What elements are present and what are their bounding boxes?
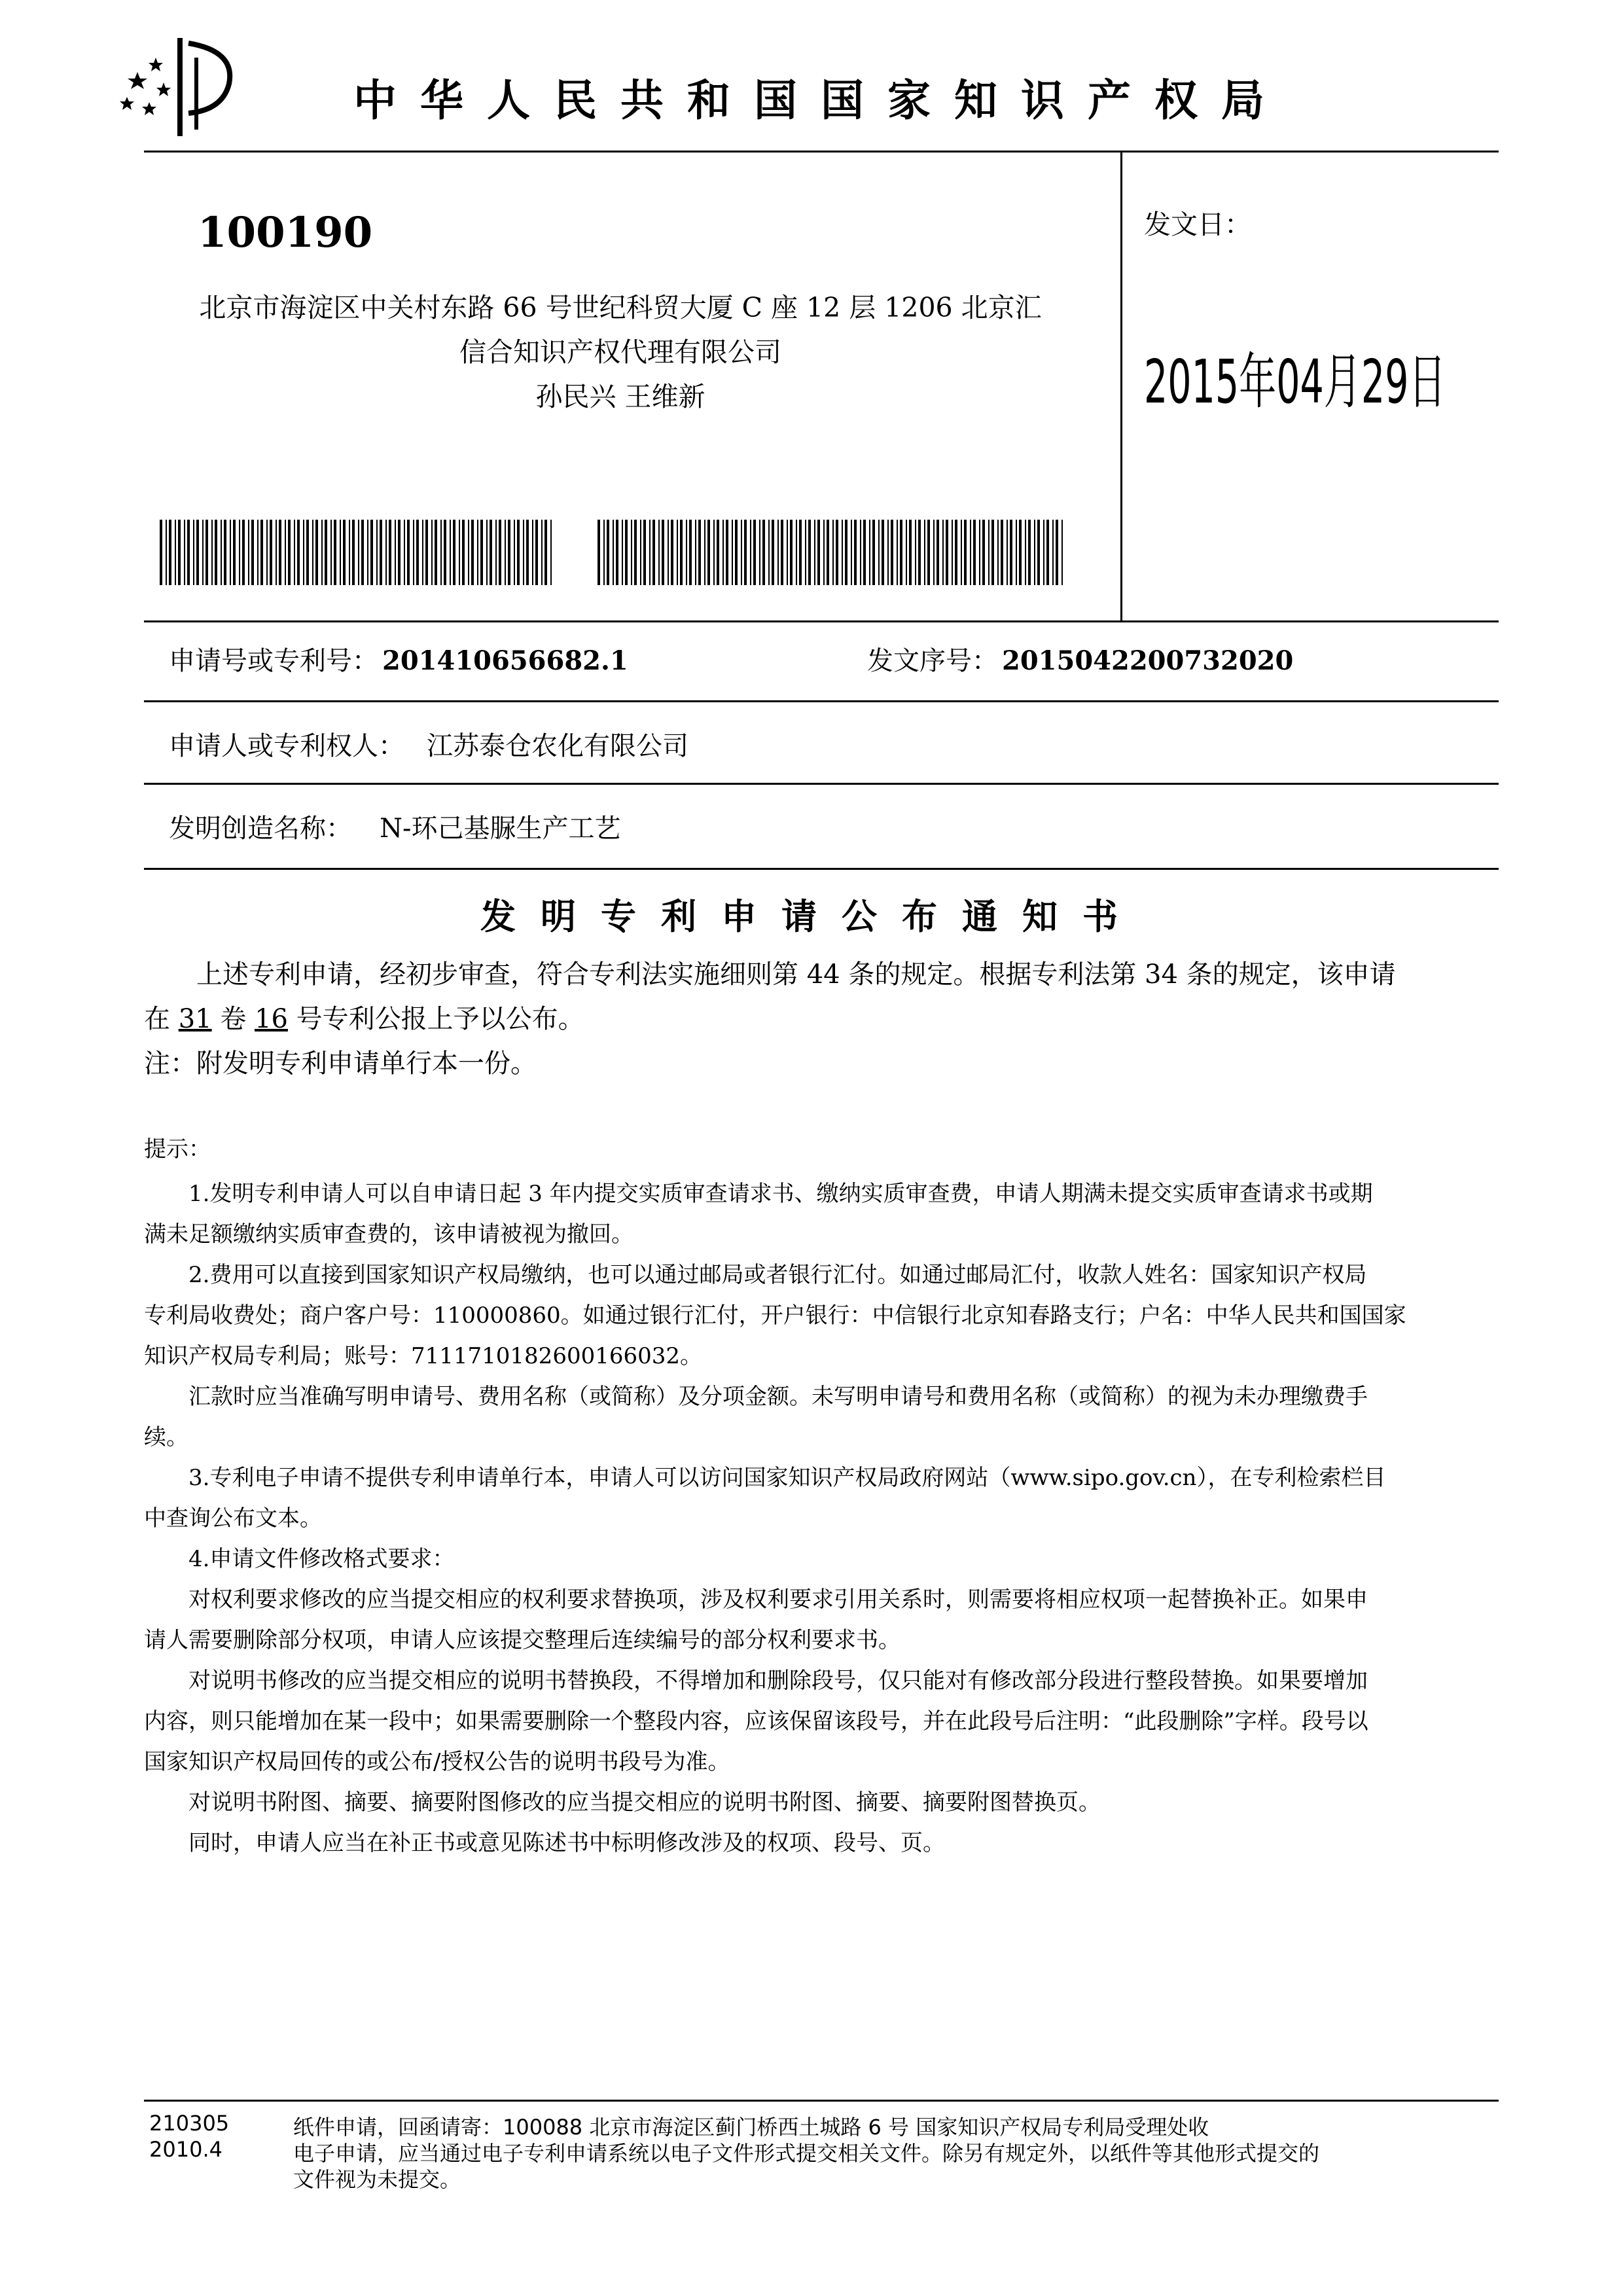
address-line: 信合知识产权代理有限公司	[459, 336, 781, 368]
tips-heading: 提示：	[144, 1136, 211, 1162]
application-number-label: 申请号或专利号：	[169, 646, 378, 676]
serial-number: 2015042200732020	[1002, 645, 1294, 676]
office-name: 中华人民共和国国家知识产权局	[353, 75, 1288, 126]
gazette-issue: 16	[255, 1004, 288, 1034]
invention-label: 发明创造名称：	[169, 814, 352, 844]
invention-row	[169, 808, 621, 845]
rule	[144, 620, 1499, 622]
barcode-icon	[597, 520, 1063, 585]
text: 号专利公报上予以公布。	[287, 1004, 584, 1034]
footer-line: 电子申请，应当通过电子专利申请系统以电子文件形式提交相关文件。除另有规定外，以纸件等其他形式提交的	[293, 2141, 1320, 2166]
serial-number-label: 发文序号：	[867, 646, 998, 676]
postcode: 100190	[198, 208, 373, 257]
footer-rule	[144, 2100, 1499, 2102]
notice-paragraph: 上述专利申请，经初步审查，符合专利法实施细则第 44 条的规定。根据专利法第 34 条的规定，该申请	[196, 960, 1396, 990]
tip-line: 专利局收费处；商户客户号：110000860。如通过银行汇付，开户银行：中信银行北京知春路支行；户名：中华人民共和国国家	[144, 1302, 1406, 1329]
tip-line: 同时，申请人应当在补正书或意见陈述书中标明修改涉及的权项、段号、页。	[188, 1830, 945, 1856]
send-date: 2015年04月29日	[1144, 347, 1446, 417]
notice-paragraph-cont	[144, 997, 1505, 1041]
footer-line: 文件视为未提交。	[293, 2167, 461, 2192]
tips-section	[144, 1129, 1505, 1863]
tip-line: 请人需要删除部分权项，申请人应该提交整理后连续编号的部分权利要求书。	[144, 1627, 901, 1653]
tip-line: 4.申请文件修改格式要求：	[188, 1546, 455, 1572]
tip-line: 中查询公布文本。	[144, 1505, 322, 1532]
tip-line: 满未足额缴纳实质审查费的，该申请被视为撤回。	[144, 1221, 633, 1247]
tip-line: 1.发明专利申请人可以自申请日起 3 年内提交实质审查请求书、缴纳实质审查费，申请人期满未提交实质审查请求书或期	[188, 1181, 1373, 1207]
invention-name: N-环己基脲生产工艺	[380, 814, 621, 844]
tip-line: 3.专利电子申请不提供专利申请单行本，申请人可以访问国家知识产权局政府网站（www.sipo.gov.cn），在专利检索栏目	[188, 1465, 1386, 1491]
applicant-name: 江苏泰仓农化有限公司	[427, 731, 688, 761]
notice-title: 发明专利申请公布通知书	[480, 896, 1143, 937]
notice-body	[144, 952, 1505, 1086]
tips-list	[144, 1174, 1505, 1863]
form-date: 2010.4	[149, 2137, 223, 2162]
date-column-divider	[1120, 151, 1122, 620]
gazette-volume: 31	[178, 1004, 212, 1034]
tip-line: 对说明书修改的应当提交相应的说明书替换段，不得增加和删除段号，仅只能对有修改部分段进行整段替换。如果要增加	[188, 1668, 1368, 1694]
tip-line: 汇款时应当准确写明申请号、费用名称（或简称）及分项金额。未写明申请号和费用名称（或简称）的视为未办理缴费手	[188, 1384, 1368, 1410]
tip-line: 国家知识产权局回传的或公布/授权公告的说明书段号为准。	[144, 1749, 730, 1775]
rule	[144, 868, 1499, 870]
tip-line: 2.费用可以直接到国家知识产权局缴纳，也可以通过邮局或者银行汇付。如通过邮局汇付，收款人姓名：国家知识产权局	[188, 1262, 1367, 1288]
header-rule	[144, 151, 1499, 152]
barcode-icon	[160, 520, 552, 585]
footer-line: 纸件申请，回函请寄：100088 北京市海淀区蓟门桥西土城路 6 号 国家知识产权局专利局受理处收	[293, 2115, 1209, 2140]
application-number: 201410656682.1	[382, 645, 628, 676]
send-date-label: 发文日：	[1144, 209, 1251, 240]
tip-line: 续。	[144, 1424, 188, 1450]
tip-line: 对说明书附图、摘要、摘要附图修改的应当提交相应的说明书附图、摘要、摘要附图替换页。	[188, 1789, 1101, 1816]
application-number-row	[169, 640, 628, 677]
serial-number-row	[867, 640, 1293, 677]
form-code: 210305	[149, 2111, 230, 2136]
applicant-row	[169, 725, 688, 762]
text: 卷	[211, 1004, 255, 1034]
sipo-emblem-icon	[118, 31, 242, 143]
applicant-label: 申请人或专利权人：	[169, 731, 404, 761]
address-line: 北京市海淀区中关村东路 66 号世纪科贸大厦 C 座 12 层 1206 北京汇	[199, 292, 1042, 323]
rule	[144, 700, 1499, 702]
rule	[144, 783, 1499, 785]
text: 在	[144, 1004, 179, 1034]
recipient-names: 孙民兴 王维新	[535, 381, 705, 412]
tip-line: 对权利要求修改的应当提交相应的权利要求替换项，涉及权利要求引用关系时，则需要将相应权项一起替换补正。如果申	[188, 1587, 1368, 1613]
tip-line: 知识产权局专利局；账号：7111710182600166032。	[144, 1343, 703, 1369]
tip-line: 内容，则只能增加在某一段中；如果需要删除一个整段内容，应该保留该段号，并在此段号后注明：“此段删除”字样。段号以	[144, 1708, 1368, 1734]
notice-note: 注：附发明专利申请单行本一份。	[144, 1049, 537, 1079]
